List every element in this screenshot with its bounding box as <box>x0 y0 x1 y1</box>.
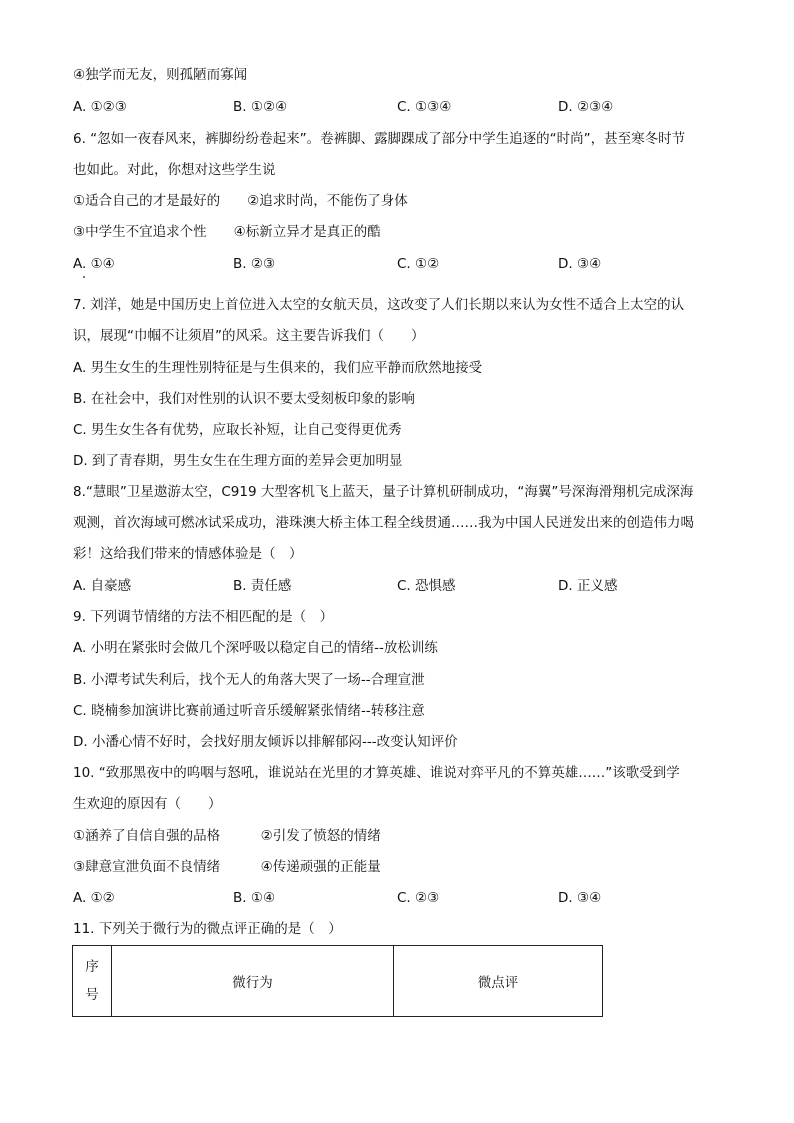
q9-option-a: A. 小明在紧张时会做几个深呼吸以稳定自己的情绪--放松训练 <box>73 640 438 656</box>
q9-option-c: C. 晓楠参加演讲比赛前通过听音乐缓解紧张情绪--转移注意 <box>73 703 425 719</box>
q5-option-a: A. ①②③ <box>73 99 127 115</box>
q11-table <box>72 945 603 1017</box>
q6-option-a: A. ①④ <box>73 256 115 272</box>
q7-option-a: A. 男生女生的生理性别特征是与生俱来的，我们应平静而欣然地接受 <box>73 360 483 376</box>
q5-option-d: D. ②③④ <box>558 99 614 115</box>
q8-option-b: B. 责任感 <box>233 578 292 594</box>
q10-stem-line1: 10. “致那黑夜中的呜咽与怒吼，谁说站在光里的才算英雄、谁说对弈平凡的不算英雄……”该歌受到学 <box>73 765 680 781</box>
q9-option-b: B. 小潭考试失利后，找个无人的角落大哭了一场--合理宣泄 <box>73 672 425 688</box>
q9-stem: 9. 下列调节情绪的方法不相匹配的是（ ） <box>73 609 334 625</box>
stray-dot <box>83 276 85 278</box>
table-header-index <box>73 946 112 1016</box>
q10-items-row2: ③肆意宣泄负面不良情绪 ④传递顽强的正能量 <box>73 859 381 875</box>
q6-items-row2: ③中学生不宜追求个性 ④标新立异才是真正的酷 <box>73 224 381 240</box>
q10-option-a: A. ①② <box>73 890 115 906</box>
q7-stem-line2: 识，展现“巾帼不让须眉”的风采。这主要告诉我们（ ） <box>73 328 425 344</box>
q7-option-d: D. 到了青春期，男生女生在生理方面的差异会更加明显 <box>73 453 403 469</box>
q9-option-d: D. 小潘心情不好时，会找好朋友倾诉以排解郁闷---改变认知评价 <box>73 734 458 750</box>
q6-option-b: B. ②③ <box>233 256 276 272</box>
q8-option-c: C. 恐惧感 <box>397 578 456 594</box>
q6-stem-line2: 也如此。对此，你想对这些学生说 <box>73 162 276 178</box>
q6-items-row1: ①适合自己的才是最好的 ②追求时尚，不能伤了身体 <box>73 193 408 209</box>
q5-option-c: C. ①③④ <box>397 99 452 115</box>
q6-option-d: D. ③④ <box>558 256 602 272</box>
q8-option-d: D. 正义感 <box>558 578 618 594</box>
q10-option-d: D. ③④ <box>558 890 602 906</box>
q5-item4: ④独学而无友，则孤陋而寡闻 <box>73 67 248 83</box>
q6-stem-line1: 6. “忽如一夜春风来，裤脚纷纷卷起来”。卷裤脚、露脚踝成了部分中学生追逐的“时尚”，甚至寒冬时节 <box>73 131 686 147</box>
q10-stem-line2: 生欢迎的原因有（ ） <box>73 796 222 812</box>
q11-stem: 11. 下列关于微行为的微点评正确的是（ ） <box>73 921 342 937</box>
q5-option-b: B. ①②④ <box>233 99 288 115</box>
table-header-index-bottom: 号 <box>85 987 99 1003</box>
q10-option-c: C. ②③ <box>397 890 440 906</box>
q8-stem-line3: 彩！这给我们带来的情感体验是（ ） <box>73 546 303 562</box>
table-header-comment: 微点评 <box>477 975 519 991</box>
q8-stem-line1: 8.“慧眼”卫星遨游太空，C919 大型客机飞上蓝天，量子计算机研制成功，“海翼”号深海滑翔机完成深海 <box>73 484 694 500</box>
q10-option-b: B. ①④ <box>233 890 276 906</box>
table-header-behavior: 微行为 <box>112 946 394 1016</box>
table-header-index-top: 序 <box>85 959 99 975</box>
q6-option-c: C. ①② <box>397 256 440 272</box>
q7-option-b: B. 在社会中，我们对性别的认识不要太受刻板印象的影响 <box>73 391 415 407</box>
q8-stem-line2: 观测，首次海域可燃冰试采成功，港珠澳大桥主体工程全线贯通……我为中国人民迸发出来的创造伟力喝 <box>73 515 694 531</box>
q10-items-row1: ①涵养了自信自强的品格 ②引发了愤怒的情绪 <box>73 828 381 844</box>
q7-option-c: C. 男生女生各有优势，应取长补短，让自己变得更优秀 <box>73 422 402 438</box>
q8-option-a: A. 自豪感 <box>73 578 132 594</box>
q7-stem-line1: 7. 刘洋，她是中国历史上首位进入太空的女航天员，这改变了人们长期以来认为女性不适合上太空的认 <box>73 297 685 313</box>
